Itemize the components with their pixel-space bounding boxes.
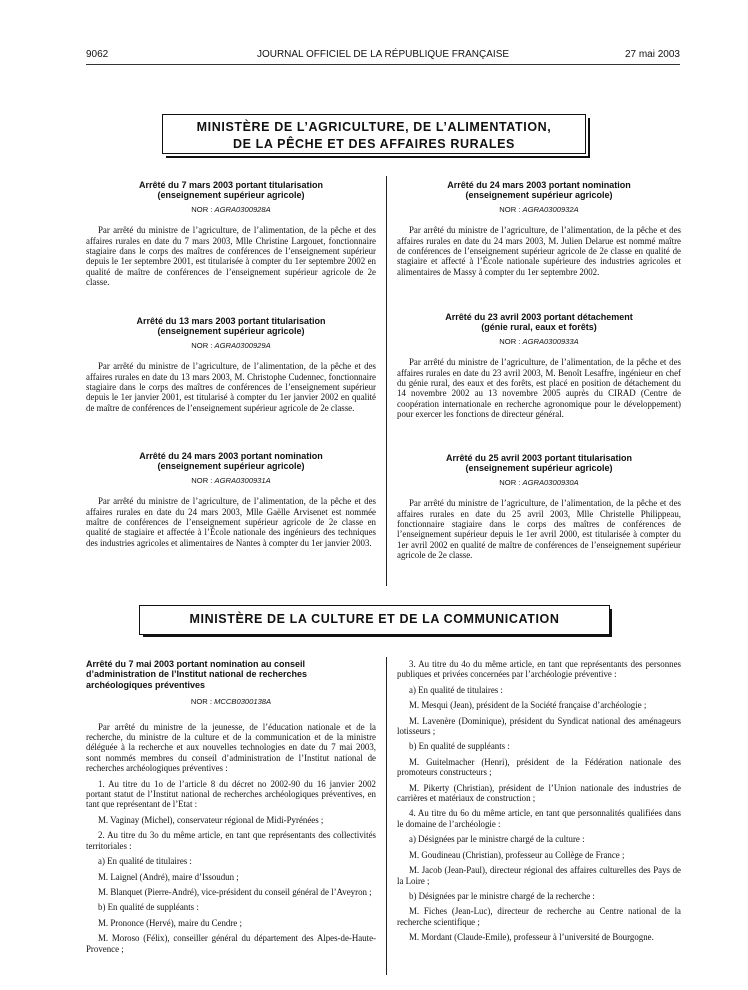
ministry-title-line2: DE LA PÊCHE ET DES AFFAIRES RURALES [233, 137, 515, 151]
decree-paragraph: M. Mordant (Claude-Emile), professeur à l’université de Bourgogne. [409, 932, 654, 943]
decree-paragraph: 4. Au titre du 6o du même article, en tant que personnalités qualifiées dans le domaine de l’archéologie : [397, 808, 681, 829]
decree-paragraph: b) Désignées par le ministre chargé de la recherche : [409, 890, 595, 901]
decree-paragraph: M. Mesqui (Jean), président de la Société française d’archéologie ; [409, 700, 647, 711]
decree-title: Arrêté du 25 avril 2003 portant titularisation [445, 453, 633, 463]
decree-body: Par arrêté du ministre de l’agriculture, de l’alimentation, de la pêche et des affaires rurales en date du 24 mars 2003, M. Julien Delarue est nommé maître de conférences de l’enseignement supérieur agricole de 2e classe en qualité de stagiaire et affecté à l’École nationale supérieure des industries agricoles et alimentaires de Massy à compter du 1er septembre 2002. [397, 225, 681, 277]
nor-reference: NOR : AGRA0300929A [191, 340, 271, 350]
decree-paragraph: a) En qualité de titulaires : [409, 684, 503, 695]
column-divider [386, 657, 387, 975]
decree-subtitle: (génie rural, eaux et forêts) [481, 322, 597, 333]
nor-reference: NOR : MCCB0300138A [190, 697, 272, 707]
decree-b1 [86, 659, 376, 959]
decree-body: Par arrêté du ministre de l’agriculture, de l’alimentation, de la pêche et des affaires rurales en date du 7 mars 2003, Mlle Christine Largouet, fonctionnaire stagiaire dans le corps des maîtres de conférences de l’enseignement supérieur depuis le 1er septembre 2001, est titularisée à compter du 1er septembre 2002 en qualité de maître de conférences de l’enseignement supérieur agricole de 2e classe. [86, 225, 376, 288]
decree-subtitle: (enseignement supérieur agricole) [465, 190, 613, 201]
decree-a5 [397, 312, 681, 420]
decree-b1-continued [397, 659, 681, 948]
nor-reference: NOR : AGRA0300933A [499, 336, 579, 346]
ministry-title: MINISTÈRE DE LA CULTURE ET DE LA COMMUNICATION [189, 612, 560, 626]
ministry-heading-culture [139, 605, 610, 635]
nor-reference: NOR : AGRA0300930A [499, 477, 579, 487]
decree-title: Arrêté du 7 mai 2003 portant nomination au conseil d’administration de l’Institut national de recherches archéologiques préventives [86, 659, 308, 690]
decree-paragraph: a) En qualité de titulaires : [98, 856, 192, 867]
decree-paragraph: M. Moroso (Félix), conseiller général du département des Alpes-de-Haute-Provence ; [86, 933, 376, 954]
decree-paragraph: 3. Au titre du 4o du même article, en tant que représentants des personnes publiques et privées concernées par l’archéologie préventive : [397, 659, 681, 680]
decree-body: Par arrêté du ministre de l’agriculture, de l’alimentation, de la pêche et des affaires rurales en date du 13 mars 2003, M. Christophe Cudennec, fonctionnaire stagiaire dans le corps des maîtres de conférences de l’enseignement supérieur depuis le 1er janvier 2001, est titularisé à compter du 1er janvier 2002 en qualité de maître de conférences de l’enseignement supérieur agricole de 2e classe. [86, 361, 376, 413]
nor-reference: NOR : AGRA0300932A [499, 204, 579, 214]
decree-paragraph: M. Laignel (André), maire d’Issoudun ; [98, 871, 239, 882]
decree-subtitle: (enseignement supérieur agricole) [157, 461, 305, 472]
decree-paragraph: M. Pikerty (Christian), président de l’Union nationale des industries de carrières et matériaux de construction ; [397, 782, 681, 804]
decree-body: Par arrêté du ministre de l’agriculture, de l’alimentation, de la pêche et des affaires rurales en date du 24 mars 2003, Mlle Gaëlle Arvisenet est nommée maître de conférences de l’enseignement supérieur agricole de 2e classe en qualité de stagiaire et affectée à l’École nationale des ingénieurs des techniques des industries agricoles et alimentaires de Nantes à compter du 1er janvier 2003. [86, 496, 376, 548]
header-rule [86, 64, 680, 65]
ministry-title-line1: MINISTÈRE DE L’AGRICULTURE, DE L’ALIMENTATION, [196, 120, 552, 134]
issue-date: 27 mai 2003 [624, 49, 680, 60]
decree-title: Arrêté du 24 mars 2003 portant nomination [447, 180, 631, 190]
decree-title: Arrêté du 7 mars 2003 portant titularisation [138, 180, 324, 190]
decree-title: Arrêté du 24 mars 2003 portant nomination [139, 451, 323, 461]
running-header [86, 49, 680, 65]
decree-paragraph: b) En qualité de suppléants : [98, 902, 199, 913]
nor-reference: NOR : AGRA0300931A [191, 475, 271, 485]
page-number: 9062 [86, 49, 109, 60]
decree-body: Par arrêté du ministre de l’agriculture, de l’alimentation, de la pêche et des affaires rurales en date du 23 avril 2003, M. Benoît Lesaffre, ingénieur en chef du génie rural, des eaux et des forêts, est placé en position de détachement du 14 novembre 2002 au 13 novembre 2005 auprès du CIRAD (Centre de coopération internationale en recherche agronomique pour le développement) pour exercer les fonctions de directeur général. [397, 357, 681, 420]
decree-title: Arrêté du 13 mars 2003 portant titularisation [136, 316, 326, 326]
decree-paragraph: M. Prononce (Hervé), maire du Cendre ; [98, 917, 242, 928]
decree-paragraph: M. Vaginay (Michel), conservateur régional de Midi-Pyrénées ; [98, 814, 324, 825]
decree-subtitle: (enseignement supérieur agricole) [465, 463, 613, 474]
decree-a1 [86, 180, 376, 288]
column-divider [386, 176, 387, 586]
decree-paragraph: 2. Au titre du 3o du même article, en tant que représentants des collectivités territoriales : [86, 830, 376, 851]
decree-subtitle: (enseignement supérieur agricole) [157, 326, 305, 337]
decree-paragraph: M. Jacob (Jean-Paul), directeur régional des affaires culturelles des Pays de la Loire ; [397, 865, 681, 886]
decree-body: Par arrêté du ministre de l’agriculture, de l’alimentation, de la pêche et des affaires rurales en date du 25 avril 2003, Mlle Christelle Philippeau, fonctionnaire stagiaire dans le corps des maîtres de conférences de l’enseignement supérieur depuis le 1er avril 2000, est titularisée à compter du 1er avril 2002 en qualité de maître de conférences de l’enseignement supérieur agricole de 2e classe. [397, 498, 681, 561]
ministry-heading-agriculture [162, 114, 586, 154]
nor-reference: NOR : AGRA0300928A [191, 204, 271, 214]
decree-paragraph: M. Blanquet (Pierre-André), vice-président du conseil général de l’Aveyron ; [98, 886, 372, 897]
journal-title: JOURNAL OFFICIEL DE LA RÉPUBLIQUE FRANÇAISE [256, 49, 510, 60]
decree-paragraph: 1. Au titre du 1o de l’article 8 du décret no 2002-90 du 16 janvier 2002 portant statut de l’Institut national de recherches archéologiques préventives, en tant que représentant de l’Etat : [86, 778, 376, 810]
decree-paragraph: M. Guitelmacher (Henri), président de la Fédération nationale des promoteurs constructeurs ; [397, 756, 681, 778]
decree-paragraph: M. Lavenère (Dominique), président du Syndicat national des aménageurs lotisseurs ; [397, 715, 681, 737]
decree-paragraph: a) Désignées par le ministre chargé de la culture : [409, 834, 585, 845]
decree-a6 [397, 453, 681, 561]
decree-a3 [86, 451, 376, 548]
decree-intro: Par arrêté du ministre de la jeunesse, de l’éducation nationale et de la recherche, du ministre de la culture et de la communication et de la ministre déléguée à la recherche et aux nouvelles technologies en date du 7 mai 2003, sont nommés membres du conseil d’administration de l’Institut national de recherches archéologiques préventives : [86, 721, 376, 774]
decree-subtitle: (enseignement supérieur agricole) [157, 190, 305, 201]
decree-paragraph: M. Goudineau (Christian), professeur au Collège de France ; [409, 849, 625, 860]
decree-paragraph: b) En qualité de suppléants : [409, 741, 510, 752]
decree-title: Arrêté du 23 avril 2003 portant détachement [445, 312, 633, 322]
decree-paragraph: M. Fiches (Jean-Luc), directeur de recherche au Centre national de la recherche scientifique ; [397, 906, 681, 927]
decree-a4 [397, 180, 681, 277]
decree-a2 [86, 316, 376, 413]
